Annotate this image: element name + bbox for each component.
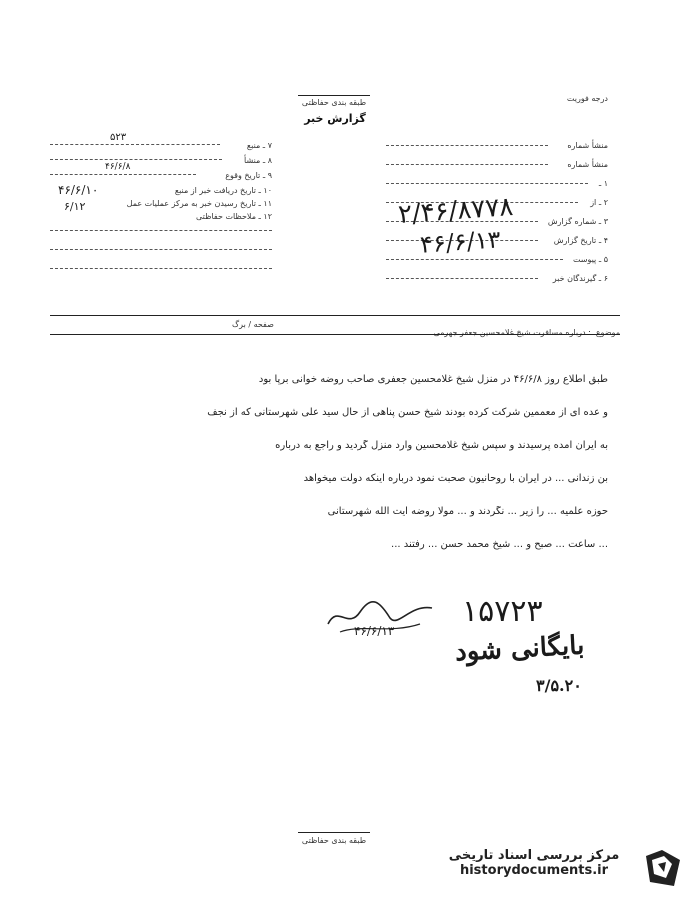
field-label: ۷ ـ منبع [246, 141, 272, 150]
field-label: ۱۲ ـ ملاحظات حفاظتی [196, 212, 272, 221]
watermark-block [424, 848, 644, 878]
body-line: و عده ای از معممین شرکت کرده بودند شیخ حسن پناهی از حال سید علی شهرستانی که از نجف [207, 407, 608, 418]
left-field-row [50, 238, 272, 257]
field-label: ۴ ـ تاریخ گزارش [553, 236, 608, 245]
archive-code: ۳/۵.۲۰ [536, 676, 582, 695]
field-value: ۴۶/۶/۸ [105, 162, 131, 172]
signature-date: ۴۶/۶/۱۳ [354, 624, 395, 638]
field-label: منشأ شماره [567, 160, 608, 169]
left-field-row [50, 133, 272, 148]
body-line: ... ساعت ... صبح و ... شیخ محمد حسن ... رفتند ... [391, 539, 608, 550]
body-line: به ایران آمده پرسیدند و سپس شیخ غلامحسین وارد منزل گردید و راجع به درباره [275, 440, 608, 451]
page-label: صفحه / برگ [232, 320, 274, 329]
left-field-row [50, 219, 272, 238]
field-value: ۶/۱۲ [64, 200, 86, 213]
field-label: ۶ ـ گیرندگان خبر [552, 274, 608, 283]
field-label: ۱ ـ [598, 179, 608, 188]
field-label: ۱۱ ـ تاریخ رسیدن خبر به مرکز عملیات عمل [126, 199, 272, 208]
watermark-url: historydocuments.ir [459, 863, 609, 878]
urgency-degree: درجه فوریت [566, 94, 608, 103]
handwritten-report-number: ۲/۴۶/۸۷۷۸ [397, 192, 515, 230]
field-label: ۲ ـ از [590, 198, 608, 207]
subject-row: موضوع : درباره مسافرت شیخ غلامحسین جعفر جهرمی [433, 328, 620, 337]
watermark-title: مرکز بررسی اسناد تاریخی [448, 848, 620, 863]
handwritten-report-date: ۴۶/۶/۱۳ [419, 225, 502, 259]
body-line: طبق اطلاع روز ۴۶/۶/۸ در منزل شیخ غلامحسین جعفری صاحب روضه خوانی برپا بود [258, 374, 608, 385]
archive-number: ۱۵۷۲۳ [462, 594, 543, 629]
subject-text: درباره مسافرت شیخ غلامحسین جعفر جهرمی [433, 328, 586, 337]
field-label: ۳ ـ شماره گزارش [547, 217, 608, 226]
field-label: منشأ شماره [567, 141, 608, 150]
body-line: بن زندانی ... در ایران با روحانیون صحبت نمود درباره اینکه دولت میخواهد [303, 473, 608, 484]
classification-rule [298, 95, 370, 96]
right-field-row [386, 152, 608, 171]
field-value: ۴۶/۶/۱۰ [58, 183, 99, 197]
subject-bottom-rule [50, 334, 620, 335]
body-line: حوزه علمیه ... را زیر ... نگردند و ... مولا روضه آیت الله شهرستانی [327, 506, 608, 517]
left-field-row [50, 148, 272, 163]
classification-bottom: طبقه بندی حفاظتی [301, 836, 367, 845]
classification-rule-bottom [298, 832, 370, 833]
report-title: گزارش خبر [304, 112, 366, 125]
archive-logo-icon [640, 846, 684, 890]
field-label: ۸ ـ منشأ [244, 156, 272, 165]
right-field-row [386, 266, 608, 285]
field-label: ۹ ـ تاریخ وقوع [225, 171, 272, 180]
subject-label: موضوع [595, 328, 620, 337]
left-field-row [50, 257, 272, 276]
field-label: ۱۰ ـ تاریخ دریافت خبر از منبع [174, 186, 272, 195]
classification-top: طبقه بندی حفاظتی [301, 98, 367, 107]
subject-top-rule [50, 315, 620, 316]
field-value: ۵۲۳ [110, 132, 127, 143]
left-field-row [50, 163, 272, 178]
right-field-row [386, 133, 608, 152]
field-label: ۵ ـ پیوست [572, 255, 608, 264]
right-field-row [386, 171, 608, 190]
left-fields [50, 133, 272, 276]
archive-note: بایگانی شود [454, 630, 586, 668]
